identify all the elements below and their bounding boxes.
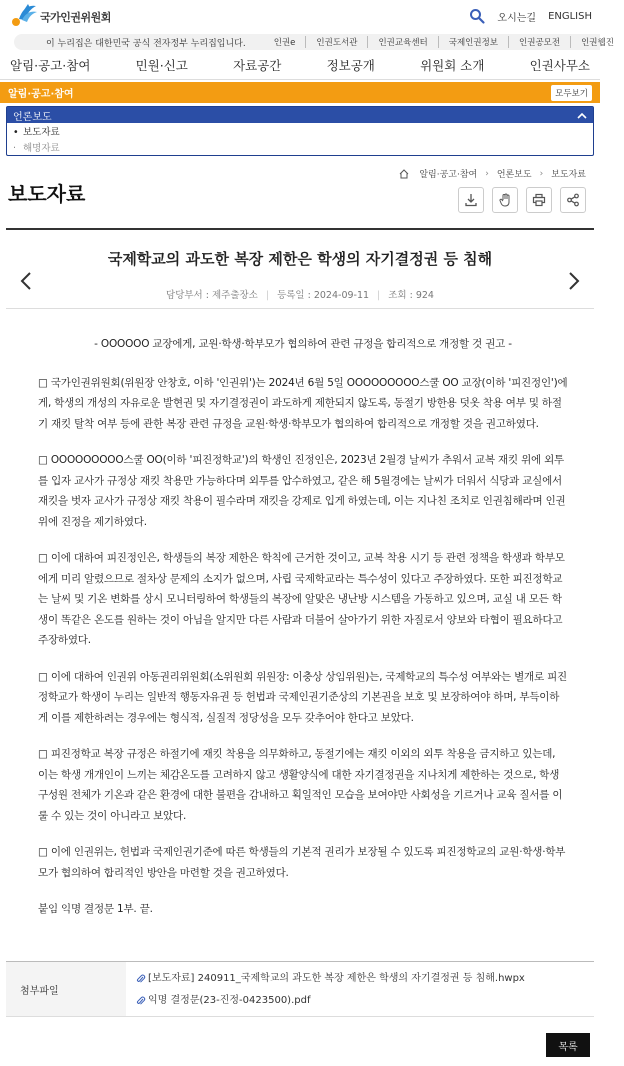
- attachments: [6, 961, 594, 1017]
- article-date: 등록일 : 2024-09-11: [277, 290, 370, 301]
- nav-item-resources[interactable]: 자료공간: [233, 57, 282, 73]
- nav-item-about[interactable]: 위원회 소개: [420, 57, 485, 73]
- article-closing: 붙임 익명 결정문 1부. 끝.: [38, 903, 153, 915]
- hand-icon: [498, 193, 512, 207]
- nav-item-offices[interactable]: 인권사무소: [529, 57, 590, 73]
- attachments-label: 첨부파일: [6, 962, 126, 1016]
- print-button[interactable]: [526, 187, 552, 213]
- article-body: [38, 334, 568, 936]
- section-bar: [0, 82, 600, 103]
- touch-button[interactable]: [492, 187, 518, 213]
- top-header: [0, 0, 600, 34]
- attachment-link[interactable]: [보도자료] 240911_국제학교의 과도한 복장 제한은 학생의 자기결정권 등 침해.hwpx: [148, 973, 525, 984]
- bullet: •: [13, 127, 19, 138]
- directions-link[interactable]: 오시는길: [497, 12, 537, 24]
- nav-item-petition[interactable]: 민원·신고: [135, 57, 188, 73]
- article-paragraph: □ 이에 대하여 피진정인은, 학생들의 복장 제한은 학칙에 근거한 것이고, 교복 착용 시기 등 관련 정책을 학생과 학부모에게 미리 알렸으므로 절차상 문제의 소지가 없으며, 사립 국제학교라는 특수성이 있다고 주장하였다. 또한 피진정학교는 날씨 및 기온 변화를 상시 모니터링하여 학생들의 복장에 알맞은 냉난방 시스템을 가동하고 있으며, 교실 내 모든 학생이 똑같은 온도를 원하는 것이 아님을 알지만 다른 사람과 더불어 살아가기 위한 자질로서 양보와 타협이 필요하다고 주장하였다.: [38, 552, 565, 646]
- meta-separator: |: [377, 290, 381, 301]
- chevron-up-icon[interactable]: [577, 112, 587, 119]
- divider: [6, 228, 594, 230]
- article-title: 국제학교의 과도한 복장 제한은 학생의 자기결정권 등 침해: [107, 250, 493, 268]
- download-button[interactable]: [458, 187, 484, 213]
- list-button[interactable]: 목록: [546, 1033, 590, 1057]
- search-icon[interactable]: [469, 8, 485, 24]
- nav-item-disclosure[interactable]: 정보공개: [326, 57, 375, 73]
- submenu-header[interactable]: [7, 107, 593, 123]
- breadcrumb-item[interactable]: 언론보도: [496, 170, 532, 180]
- paperclip-icon: [136, 996, 145, 1006]
- submenu-item-label: 해명자료: [23, 143, 60, 154]
- view-all-button[interactable]: 모두보기: [551, 85, 592, 101]
- gov-banner: [14, 34, 614, 50]
- gov-link[interactable]: 인권웹진: [570, 36, 624, 48]
- nav-item-notices[interactable]: 알림·공고·참여: [10, 57, 91, 73]
- toolbar: [458, 187, 586, 213]
- gov-banner-links: [264, 36, 624, 48]
- home-icon[interactable]: [399, 169, 409, 179]
- main-nav: [0, 50, 600, 80]
- section-bar-title: 알림·공고·참여: [8, 89, 74, 100]
- submenu-item-press-release[interactable]: [7, 123, 593, 139]
- article-subtitle: - OOOOOO 교장에게, 교원·학생·학부모가 협의하여 관련 규정을 합리적으로 개정할 것 권고 -: [94, 338, 512, 350]
- submenu-title: 언론보도: [13, 111, 52, 123]
- share-button[interactable]: [560, 187, 586, 213]
- attachment-list: [126, 962, 535, 1016]
- breadcrumb: [399, 167, 586, 180]
- divider: [6, 308, 594, 309]
- download-icon: [464, 193, 478, 207]
- article-dept: 담당부서 : 제주출장소: [166, 290, 258, 301]
- attachment-item[interactable]: [136, 968, 525, 990]
- submenu-item-clarification[interactable]: [7, 139, 593, 155]
- share-icon: [566, 193, 580, 207]
- breadcrumb-item[interactable]: 보도자료: [551, 170, 586, 180]
- gov-banner-text: 이 누리집은 대한민국 공식 전자정부 누리집입니다.: [46, 38, 246, 49]
- article-paragraph: □ OOOOOOOOO스쿨 OO(이하 '피진정학교')의 학생인 진정인은, 2023년 2월경 날씨가 추워서 교복 재킷 위에 외투를 입자 교사가 규정상 재킷 착용만 가능하다며 외투를 압수하였고, 같은 해 5월경에는 날씨가 더워서 식당과 교실에서 재킷을 벗자 교사가 규정상 재킷 착용이 필수라며 재킷을 강제로 입게 하였는데, 이는 지나친 조치로 인권침해라며 인권위에 진정을 제기하였다.: [38, 454, 566, 528]
- article-meta: [0, 287, 600, 301]
- site-logo[interactable]: [10, 2, 111, 28]
- attachment-link[interactable]: 익명 결정문(23-진정-0423500).pdf: [148, 995, 311, 1006]
- utility-links: [469, 8, 592, 24]
- article-paragraph: □ 이에 인권위는, 헌법과 국제인권기준에 따른 학생들의 기본적 권리가 보장될 수 있도록 피진정학교의 교원·학생·학부모가 협의하여 합리적인 방안을 마련할 것을 권고하였다.: [38, 846, 566, 879]
- article-paragraph: □ 국가인권위원회(위원장 안창호, 이하 '인권위')는 2024년 6월 5일 OOOOOOOOO스쿨 OO 교장(이하 '피진정인')에게, 학생의 개성의 자유로운 발현권 및 자기결정권이 과도하게 제한되지 않도록, 동절기 방한용 덧옷 착용 여부 및 하절기 재킷 탈착 여부 등에 관한 복장 관련 규정을 교원·학생·학부모가 협의하여 합리적으로 개정할 것을 권고하였다.: [38, 376, 568, 430]
- breadcrumb-item[interactable]: 알림·공고·참여: [419, 170, 478, 180]
- article-paragraph: □ 이에 대하여 인권위 아동권리위원회(소위원회 위원장: 이충상 상임위원)는, 국제학교의 특수성 여부와는 별개로 피진정학교가 학생이 누리는 일반적 행동자유권 등 헌법과 국제인권기준상의 기본권을 보호 및 보장하여야 하며, 부득이하게 이를 제한하려는 경우에는 형식적, 실질적 정당성을 모두 갖추어야 한다고 보았다.: [38, 670, 567, 724]
- article-views: 조회 : 924: [388, 290, 434, 301]
- breadcrumb-separator: ›: [539, 168, 544, 179]
- gov-link[interactable]: 국제인권정보: [438, 36, 508, 48]
- bullet: ·: [13, 143, 17, 154]
- breadcrumb-separator: ›: [485, 168, 489, 179]
- gov-link[interactable]: 인권교육센터: [367, 36, 437, 48]
- paperclip-icon: [136, 974, 145, 984]
- page-title: 보도자료: [8, 182, 86, 206]
- submenu-item-label: 보도자료: [23, 127, 60, 138]
- print-icon: [532, 193, 546, 207]
- gov-link[interactable]: 인권공모전: [508, 36, 570, 48]
- logo-text: 국가인권위원회: [40, 11, 111, 24]
- gov-link[interactable]: 인권e: [273, 38, 296, 48]
- article-paragraph: □ 피진정학교 복장 규정은 하절기에 재킷 착용을 의무화하고, 동절기에는 재킷 이외의 외투 착용을 금지하고 있는데, 이는 학생 개개인이 느끼는 체감온도를 고려하지 않고 생활양식에 대한 자기결정권을 지나치게 제한하는 것으로, 학생 구성원 전체가 기온과 같은 환경에 대한 불편을 감내하고 획일적인 모습을 보여야만 사회성을 기르거나 교육 질서를 이룰 수 있는 것이 아니라고 보았다.: [38, 748, 563, 822]
- gov-link[interactable]: 인권도서관: [305, 36, 367, 48]
- attachment-item[interactable]: [136, 990, 525, 1012]
- logo-mark-icon: [10, 2, 38, 28]
- english-link[interactable]: ENGLISH: [548, 10, 592, 22]
- meta-separator: |: [265, 290, 270, 301]
- submenu: [6, 106, 594, 156]
